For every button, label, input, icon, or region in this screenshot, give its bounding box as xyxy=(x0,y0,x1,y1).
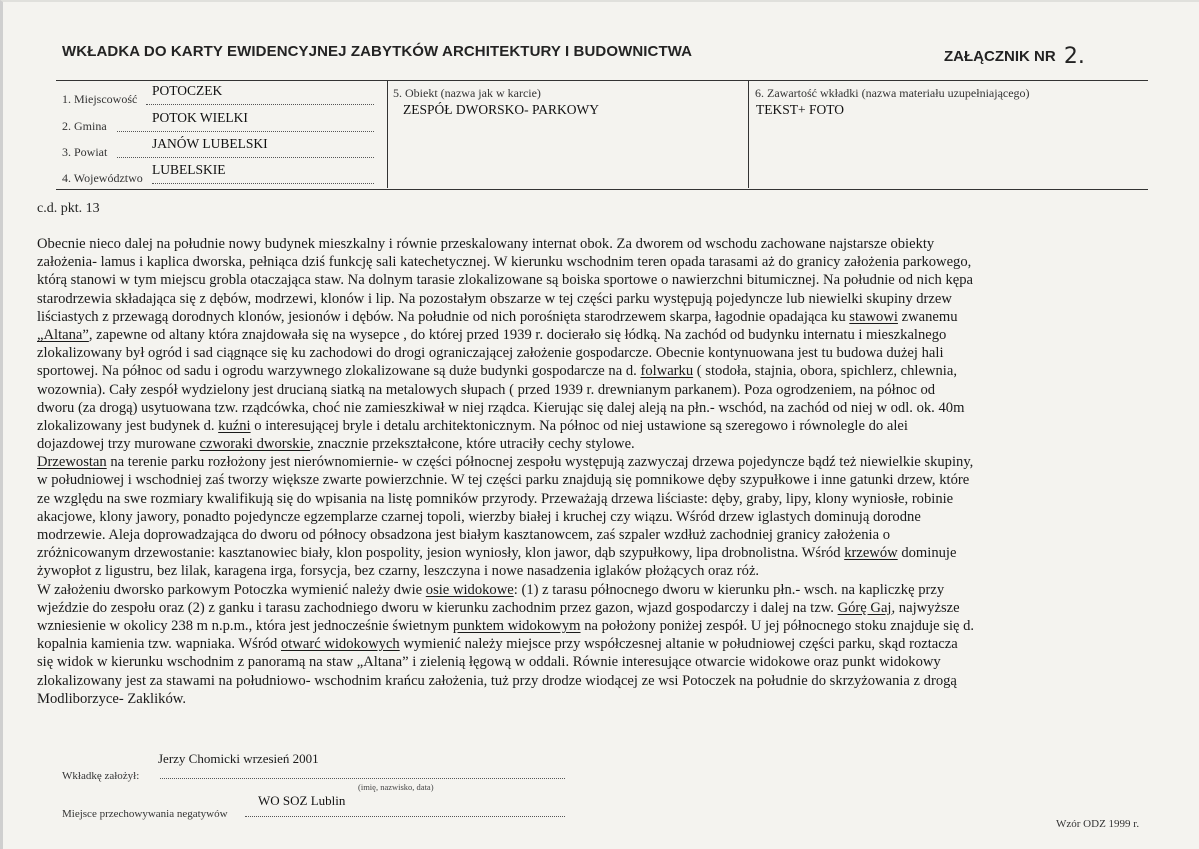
underlined-term: punktem widokowym xyxy=(452,617,581,634)
contents-label: 6. Zawartość wkładki (nazwa materiału uzupełniającego) xyxy=(755,86,1030,100)
text-segment: wjeździe do zespołu oraz (2) z ganku i tarasu zachodniego dworu w kierunku zachodnim przez gazon, wjazd gospodarczy i dalej na tzw. xyxy=(37,599,838,616)
location-label: 3. Powiat xyxy=(62,145,108,159)
description-text xyxy=(37,235,1147,708)
text-segment: zwanemu xyxy=(897,308,958,325)
text-segment: akacjowe, klony jawory, ponadto pojedyncze egzemplarze czarnej topoli, wierzby białej i kruchej czy wiązu. Wśród drzew iglastych dominują dorodne xyxy=(37,508,921,525)
prepared-by-note: (imię, nazwisko, data) xyxy=(358,782,434,792)
location-label: 1. Miejscowość xyxy=(62,92,138,106)
underlined-term: folwarku xyxy=(640,363,694,380)
text-line xyxy=(37,581,1147,599)
box-divider-1 xyxy=(387,80,388,188)
contents-value: TEKST+ FOTO xyxy=(756,102,844,117)
text-line xyxy=(37,435,1147,453)
text-segment: ( stodoła, stajnia, obora, spichlerz, chlewnia, xyxy=(693,363,957,380)
underlined-term: kuźni xyxy=(218,417,251,434)
box-divider-2 xyxy=(748,80,749,188)
text-segment: , zapewne od altany która znajdowała się na wysepce , do której przed 1939 r. docierało się łódką. Na zachód od budynku internatu i mieszkalnego xyxy=(88,326,947,343)
text-segment: starodrzewia składająca się z dębów, modrzewi, klonów i lip. Na pozostałym obszarze w tej części parku występują pojedyncze lub niewielki skupiny drzew xyxy=(37,290,952,307)
text-segment: sportowej. Na północ od sadu i ogrodu warzywnego zlokalizowane są duże budynki gospodarcze na d. xyxy=(37,363,641,380)
text-segment: w południowej i wschodniej zaś tworzy większe zwarte powierzchnie. W tej części parku znajdują się pomnikowe dęby szypułkowe i inne gatunki drzew, które xyxy=(37,472,970,489)
text-line xyxy=(37,653,1147,671)
text-line xyxy=(37,635,1147,653)
text-line xyxy=(37,417,1147,435)
location-row-county xyxy=(62,136,374,160)
underlined-term: osie widokowe xyxy=(425,581,514,598)
text-segment: ze względu na swe rozmiary kwalifikują się do wpisania na listę pomników przyrody. Przeważają drzewa liściaste: dęby, graby, lipy, klony wyniosłe, robinie xyxy=(37,490,954,507)
negatives-location-value: WO SOZ Lublin xyxy=(258,793,346,808)
text-segment: na położony poniżej zespół. U jej północnego stoku znajduje się d. xyxy=(580,617,975,634)
location-value: POTOK WIELKI xyxy=(152,110,248,125)
text-segment: , znacznie przekształcone, które utraciły cechy stylowe. xyxy=(310,436,635,453)
text-line xyxy=(37,344,1147,362)
underlined-term: „Altana” xyxy=(37,326,89,343)
dotted-line xyxy=(117,157,374,158)
text-segment: zlokalizowany jest budynek d. xyxy=(37,417,219,434)
text-segment: modrzewie. Aleja doprowadzająca do dworu od północy obsadzona jest białym kasztanowcem, zaś szpaler wzdłuż zachodniej granicy założenia o xyxy=(37,527,890,543)
text-segment: wozownia). Cały zespół wydzielony jest drucianą siatką na metalowych słupach ( przed 1939 r. drewnianym parkanem). Poza ogrodzeniem, na północ od xyxy=(37,381,936,398)
text-line xyxy=(37,399,1147,417)
text-segment: dojazdowej trzy murowane xyxy=(37,436,200,453)
text-segment: : (1) z tarasu północnego dworu w kierunku płn.- wsch. na kapliczkę przy xyxy=(513,581,945,598)
location-row-commune xyxy=(62,110,374,134)
text-line xyxy=(37,381,1147,399)
dotted-line xyxy=(146,104,374,105)
prepared-by-label: Wkładkę założył: xyxy=(62,770,140,782)
text-line xyxy=(37,599,1147,617)
underlined-term: Drzewostan xyxy=(37,454,107,471)
continuation-label: c.d. pkt. 13 xyxy=(37,201,100,216)
text-line xyxy=(37,508,1147,526)
dotted-line xyxy=(117,131,374,132)
text-line xyxy=(37,617,1147,635)
location-row-town xyxy=(62,83,374,107)
text-segment: założenia- lamus i kaplica dworska, pełniąca dziś funkcję sali katechetycznej. W kierunku wschodnim teren opada tarasami aż do granicy założenia parkowego, xyxy=(37,254,972,271)
text-line xyxy=(37,362,1147,380)
text-line xyxy=(37,471,1147,489)
text-segment: kopalnia kamienia tzw. wapniaka. Wśród xyxy=(37,636,281,653)
text-line xyxy=(37,453,1147,471)
text-line xyxy=(37,562,1147,580)
attachment-number xyxy=(944,42,1085,67)
prepared-by-line xyxy=(160,778,565,779)
text-segment: dworu (za drogą) usytuowana tzw. rządcówka, choć nie zamieszkiwał w niej rządca. Kierując się dalej aleją na płn.- wschód, na zachód od niej w odl. ok. 40m xyxy=(37,399,965,416)
document-title: WKŁADKA DO KARTY EWIDENCYJNEJ ZABYTKÓW ARCHITEKTURY I BUDOWNICTWA xyxy=(62,43,693,60)
text-line xyxy=(37,308,1147,326)
text-line xyxy=(37,271,1147,289)
text-line xyxy=(37,490,1147,508)
text-line xyxy=(37,235,1147,253)
attachment-label: ZAŁĄCZNIK NR xyxy=(944,48,1056,65)
underlined-term: czworaki dworskie xyxy=(199,436,311,453)
negatives-label: Miejsce przechowywania negatywów xyxy=(62,808,228,820)
underlined-term: krzewów xyxy=(844,545,898,562)
text-line xyxy=(37,326,1147,344)
underlined-term: stawowi xyxy=(849,308,898,325)
text-segment: liściastych z przewagą dorodnych klonów, jesionów i dębów. Na południe od nich porośnięta starodrzewem skarpa, łagodnie opadająca ku xyxy=(37,308,850,325)
location-value: POTOCZEK xyxy=(152,83,223,98)
text-line xyxy=(37,672,1147,690)
text-segment: W założeniu dworsko parkowym Potoczka wymienić należy dwie xyxy=(37,581,426,598)
text-segment: Modliborzyce- Zaklików. xyxy=(37,690,187,707)
author-signature: Jerzy Chomicki wrzesień 2001 xyxy=(158,751,319,766)
text-segment: wymienić należy miejsce przy współczesnej altanie w południowej części parku, skąd roztacza xyxy=(399,636,958,653)
location-value: LUBELSKIE xyxy=(152,162,226,177)
text-segment: dominuje xyxy=(897,545,957,562)
object-label: 5. Obiekt (nazwa jak w karcie) xyxy=(393,86,541,100)
text-segment: którą stanowi w tym miejscu grobla otaczająca staw. Na dolnym tarasie zlokalizowane są boiska sportowe o nawierzchni bitumicznej. Na południe od nich kępa xyxy=(37,272,973,289)
text-line xyxy=(37,526,1147,544)
text-line xyxy=(37,290,1147,308)
form-model-label: Wzór ODZ 1999 r. xyxy=(1056,818,1140,830)
underlined-term: otwarć widokowych xyxy=(280,636,400,653)
negatives-line xyxy=(245,816,565,817)
location-label: 2. Gmina xyxy=(62,119,107,133)
location-value: JANÓW LUBELSKI xyxy=(152,136,268,151)
underlined-term: Górę Gaj xyxy=(837,599,892,616)
text-line xyxy=(37,253,1147,271)
text-segment: Obecnie nieco dalej na południe nowy budynek mieszkalny i równie przeskalowany internat obok. Za dworem od wschodu zachowane najstarsze obiekty xyxy=(37,236,935,252)
text-segment: żywopłot z ligustru, bez lilak, karagena irga, forsycja, bez czarny, leszczyna i nowe nasadzenia iglaków płożących oraz róż. xyxy=(37,563,760,580)
text-segment: , najwyższe xyxy=(891,599,960,616)
attachment-number-handwritten: 2. xyxy=(1063,44,1085,69)
text-segment: na terenie parku rozłożony jest nierównomiernie- w części północnej zespołu występują zazwyczaj drzewa pojedyncze bądź też niewielkie skupiny, xyxy=(106,454,974,471)
dotted-line xyxy=(152,183,374,184)
text-segment: zlokalizowany jest za stawami na południowo- wschodnim krańcu założenia, tuż przy drodze wiodącej ze wsi Potoczek na południe do skrzyżowania z drogą xyxy=(37,672,957,689)
text-segment: się widok w kierunku wschodnim z panoramą na staw „Altana” i zielenią łęgową w oddali. Równie interesujące otwarcie widokowe oraz punkt widokowy xyxy=(37,654,941,671)
text-line xyxy=(37,544,1147,562)
text-segment: o interesującej bryle i detalu architektonicznym. Na północ od niej ustawione są szeregowo i równolegle do alei xyxy=(250,417,908,434)
text-line xyxy=(37,690,1147,708)
object-value: ZESPÓŁ DWORSKO- PARKOWY xyxy=(403,102,600,117)
text-segment: wzniesienie w okolicy 238 m n.p.m., która jest jednocześnie świetnym xyxy=(37,617,453,634)
text-segment: zróżnicowanym drzewostanie: kasztanowiec biały, klon pospolity, jesion wyniosły, klon jawor, dąb szypułkowy, lipa drobnolistna. Wśród xyxy=(37,545,845,562)
location-row-voivodeship xyxy=(62,162,374,186)
text-segment: zlokalizowany był ogród i sad ciągnące się ku zachodowi do drogi ograniczającej założenie gospodarcze. Obecnie kontynuowana jest tu budowa dużej hali xyxy=(37,345,944,362)
location-label: 4. Województwo xyxy=(62,171,143,185)
